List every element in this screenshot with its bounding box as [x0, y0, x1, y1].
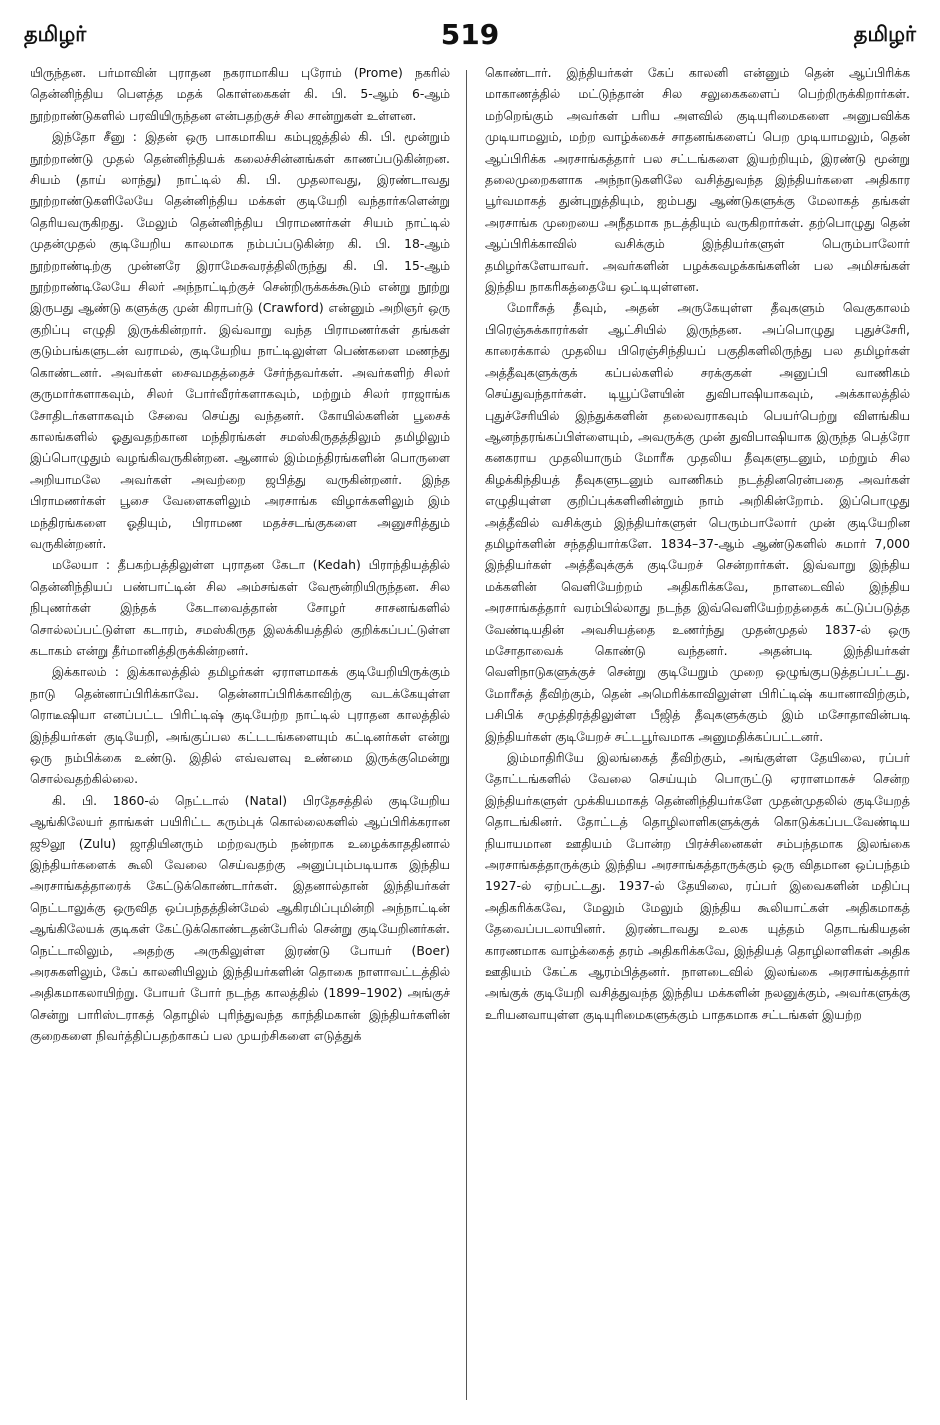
- paragraph: யிருந்தன. பர்மாவின் புராதன நகராமாகிய புரோம் (Prome) நகரில் தென்னிந்திய பௌத்த மதக் கொள்கைகள் கி. பி. 5-ஆம் 6-ஆம் நூற்றாண்டுகளில் பரவியிருந்தன என்பதற்குச் சில சான்றுகள் உள்ளன.: [30, 65, 450, 123]
- right-column: [485, 62, 910, 1407]
- paragraph: இந்தோ சீனு : இதன் ஒரு பாகமாகிய கம்புஜத்தில் கி. பி. மூன்றும் நூற்றாண்டு முதல் தென்னிந்தியக் கலைச்சின்னங்கள் காணப்படுகின்றன. சியம் (தாய் லாந்து) நாட்டில் கி. பி. முதலாவது, இரண்டாவது நூற்றாண்டுகளிலேயே தென்னிந்திய மக்கள் குடியேறி வந்தார்களென்று தெரியவருகிறது. மேலும் தென்னிந்திய பிராமணர்கள் சியம் நாட்டில் முதன்முதல் குடியேறிய காலமாக நம்பப்படுகின்ற கி. பி. 18-ஆம் நூற்றாண்டிற்கு முன்னரே இராமேசுவரத்திலிருந்து கி. பி. 15-ஆம் நூற்றாண்டிலேயே சிலர் அந்நாட்டிற்குச் சென்றிருக்கக்கூடும் என்று நூற்று இருபது ஆண்டு களுக்கு முன் கிராபர்டு (Crawford) என்னும் அறிஞர் ஒரு குறிப்பு எழுதி இருக்கின்றார். இவ்வாறு வந்த பிராமணர்கள் தங்கள் குடும்பங்களுடன் வராமல், குடியேறிய நாட்டிலுள்ள பெண்களை மணந்து கொண்டனர். அவர்கள் சைவமதத்தைச் சேர்ந்தவர்கள். அவர்களிற் சிலர் குருமார்களாகவும், சிலர் போர்வீரர்களாகவும், மற்றும் சிலர் ராஜாங்க சோதிடர்களாகவும் சேவை செய்து வந்தனர். கோயில்களின் பூசைக் காலங்களில் ஓதுவதற்கான மந்திரங்கள் சமஸ்கிருதத்திலும் தமிழிலும் இப்பொழுதும் வழங்கிவருகின்றன. ஆனால் இம்மந்திரங்களின் பொருளை அறியாமலே அவர்கள் அவற்றை ஜபித்து வருகின்றனர். இந்த பிராமணர்கள் பூசை வேளைகளிலும் அரசாங்க விழாக்களிலும் இம் மந்திரங்களை ஓதியும், பிராமண மதச்சடங்குகளை அனுசரித்தும் வருகின்றனர்.: [30, 129, 450, 551]
- paragraph: கி. பி. 1860-ல் நெட்டால் (Natal) பிரதேசத்தில் குடியேறிய ஆங்கிலேயர் தாங்கள் பயிரிட்ட கரும்புக் கொல்லைகளில் ஆப்பிரிக்கரான ஜூலூ (Zulu) ஜாதியினரும் மற்றவரும் நன்றாக உழைக்காததினால் இந்தியர்களைக் கூலி வேலை செய்வதற்கு அனுப்பும்படியாக இந்திய அரசாங்கத்தாரைக் கேட்டுக்கொண்டார்கள். இதனால்தான் இந்தியர்கள் நெட்டாலுக்கு ஒருவித ஒப்பந்தத்தின்மேல் ஆகிரமிப்புமின்றி அந்நாட்டின் ஆங்கிலேயக் குடிகள் கேட்டுக்கொண்டதன்பேரில் சென்று குடியேறினர்கள். நெட்டாலிலும், அதற்கு அருகிலுள்ள இரண்டு போயர் (Boer) அரசுகளிலும், கேப் காலனியிலும் இந்தியர்களின் தொகை நாளாவட்டத்தில் அதிகமாகலாயிற்று. போயர் போர் நடந்த காலத்தில் (1899–1902) அங்குச் சென்று பாரிஸ்டராகத் தொழில் புரிந்துவந்த காந்திமகான் இந்தியர்களின் குறைகளை நிவர்த்திப்பதற்காகப் பல முயற்சிகளை எடுத்துக்: [30, 792, 450, 1044]
- paragraph: கொண்டார். இந்தியர்கள் கேப் காலனி என்னும் தென் ஆப்பிரிக்க மாகாணத்தில் மட்டுந்தான் சில சலுகைகளைப் பெற்றிருக்கிறார்கள். மற்றெங்கும் அவர்கள் பரிய அளவில் குடியுரிமைகளை அனுபவிக்க முடியாமலும், மற்ற வாழ்க்கைச் சாதனங்களைப் பெற முடியாமலும், தென் ஆப்பிரிக்க அரசாங்கத்தார் பல சட்டங்களை இயற்றியும், இரண்டு மூன்று தலைமுறைகளாக அந்நாடுகளிலே வசித்துவந்த இந்தியர்களை அதிகார பூர்வமாகத் துன்புறுத்தியும், ஐம்பது ஆண்டுகளுக்கு மேலாகத் தங்கள் அரசாங்க முறையை அநீதமாக நடத்தியும் வருகிறார்கள். தற்பொழுது தென் ஆப்பிரிக்காவில் வசிக்கும் இந்தியர்களுள் பெரும்பாலோர் தமிழர்களேயாவர். அவர்களின் பழக்கவழக்கங்களின் பல அமிசங்கள் இந்திய நாகரிகத்தையே ஒட்டியுள்ளன.: [485, 65, 910, 295]
- running-head-left: தமிழர்: [24, 22, 87, 46]
- paragraph: இக்காலம் : இக்காலத்தில் தமிழர்கள் ஏராளமாகக் குடியேறியிருக்கும் நாடு தென்னாப்பிரிக்காவே. தென்னாப்பிரிக்காவிற்கு வடக்கேயுள்ள ரொடீஷியா எனப்பட்ட பிரிட்டிஷ் குடியேற்ற நாட்டில் புராதன காலத்தில் இந்தியர்கள் குடியேறி, அங்குப்பல கட்டடங்களையும் கட்டினர்கள் என்று ஒரு நம்பிக்கை உண்டு. இதில் எவ்வளவு உண்மை இருக்குமென்று சொல்வதற்கில்லை.: [30, 664, 450, 787]
- column-divider: [466, 70, 467, 1400]
- paragraph: இம்மாதிரியே இலங்கைத் தீவிற்கும், அங்குள்ள தேயிலை, ரப்பர் தோட்டங்களில் வேலை செய்யும் பொருட்டு ஏராளமாகச் சென்ற இந்தியர்களுள் முக்கியமாகத் தென்னிந்தியர்களே முதன்முதலில் குடியேறத் தொடங்கினர். தோட்டத் தொழிலாளிகளுக்குக் கொடுக்கப்படவேண்டிய நியாயமான ஊதியம் போன்ற பிரச்சினைகள் சம்பந்தமாக இலங்கை அரசாங்கத்தாருக்கும் இந்திய அரசாங்கத்தாருக்கும் ஒரு விதமான ஒப்பந்தம் 1927-ல் ஏற்பட்டது. 1937-ல் தேயிலை, ரப்பர் இவைகளின் மதிப்பு அதிகரிக்கவே, மேலும் மேலும் இந்திய கூலியாட்கள் அதிகமாகத் தேவைப்படலாயினர். இரண்டாவது உலக யுத்தம் தொடங்கியதன் காரணமாக வாழ்க்கைத் தரம் அதிகரிக்கவே, இந்தியத் தொழிலாளிகள் அதிக ஊதியம் கேட்க ஆரம்பித்தனர். நாளடைவில் இலங்கை அரசாங்கத்தார் அங்குக் குடியேறி வசித்துவந்த இந்திய மக்களின் நலனுக்கும், அவர்களுக்கு உரியனவாயுள்ள குடியுரிமைகளுக்கும் பாதகமாக சட்டங்கள் இயற்ற: [485, 750, 910, 1022]
- paragraph: மோரீசுத் தீவும், அதன் அருகேயுள்ள தீவுகளும் வெகுகாலம் பிரெஞ்சுக்காரர்கள் ஆட்சியில் இருந்தன. அப்பொழுது புதுச்சேரி, காரைக்கால் முதலிய பிரெஞ்சிந்தியப் பகுதிகளிலிருந்து பல தமிழர்கள் அத்தீவுகளுக்குக் கப்பல்களில் சரக்குகள் அனுப்பி வாணிகம் செய்துவந்தார்கள். டியூப்ளேயின் துவிபாஷியாகவும், அக்காலத்தில் புதுச்சேரியில் இந்துக்களின் தலைவராகவும் பெயர்பெற்று விளங்கிய ஆனந்தரங்கப்பிள்ளையும், அவருக்கு முன் துவிபாஷியாக இருந்த பெத்ரோ கனகராய முதலியாரும் மோரீசு முதலிய தீவுகளுடனும், மற்றும் சில கிழக்கிந்தியத் தீவுகளுடனும் வாணிகம் நடத்தினரென்பதை அவர்கள் எழுதியுள்ள குறிப்புக்களினின்றும் நாம் அறிகின்றோம். இப்பொழுது அத்தீவில் வசிக்கும் இந்தியர்களுள் பெரும்பாலோர் முன் குடியேறின தமிழர்களின் சந்ததியார்களே. 1834–37-ஆம் ஆண்டுகளில் சுமார் 7,000 இந்தியர்கள் அத்தீவுக்குக் குடியேறச் சென்றார்கள். இவ்வாறு இந்திய மக்களின் வெளியேற்றம் அதிகரிக்கவே, நாளடைவில் இந்திய அரசாங்கத்தார் வரம்பில்லாது நடந்த இவ்வெளியேற்றத்தைக் கட்டுப்படுத்த வேண்டியதின் அவசியத்தை உணர்ந்து முதன்முதல் 1837-ல் ஒரு மசோதாவைக் கொண்டு வந்தனர். அதன்படி இந்தியர்கள் வெளிநாடுகளுக்குச் சென்று குடியேறும் முறை ஒழுங்குபடுத்தப்பட்டது. மோரீசுத் தீவிற்கும், தென் அமெரிக்காவிலுள்ள பிரிட்டிஷ் கயானாவிற்கும், பசிபிக் சமுத்திரத்திலுள்ள பீஜித் தீவுகளுக்கும் இம் மசோதாவின்படி இந்தியர்கள் குடியேறச் சட்டபூர்வமாக அனுமதிக்கப்பட்டனர்.: [485, 300, 910, 744]
- page-number: 519: [440, 18, 500, 51]
- left-column: [30, 62, 450, 1407]
- paragraph: மலேயா : தீபகற்பத்திலுள்ள புராதன கேடா (Kedah) பிராந்தியத்தில் தென்னிந்தியப் பண்பாட்டின் சில அம்சங்கள் வேரூன்றியிருந்தன. சில நிபுணர்கள் இந்தக் கேடாவைத்தான் சோழர் சாசனங்களில் சொல்லப்பட்டுள்ள கடாரம், சமஸ்கிருத இலக்கியத்தில் குறிக்கப்பட்டுள்ள கடாகம் என்று தீர்மானித்திருக்கின்றனர்.: [30, 557, 450, 658]
- running-head-right: தமிழர்: [853, 22, 916, 46]
- page-header: [20, 18, 920, 58]
